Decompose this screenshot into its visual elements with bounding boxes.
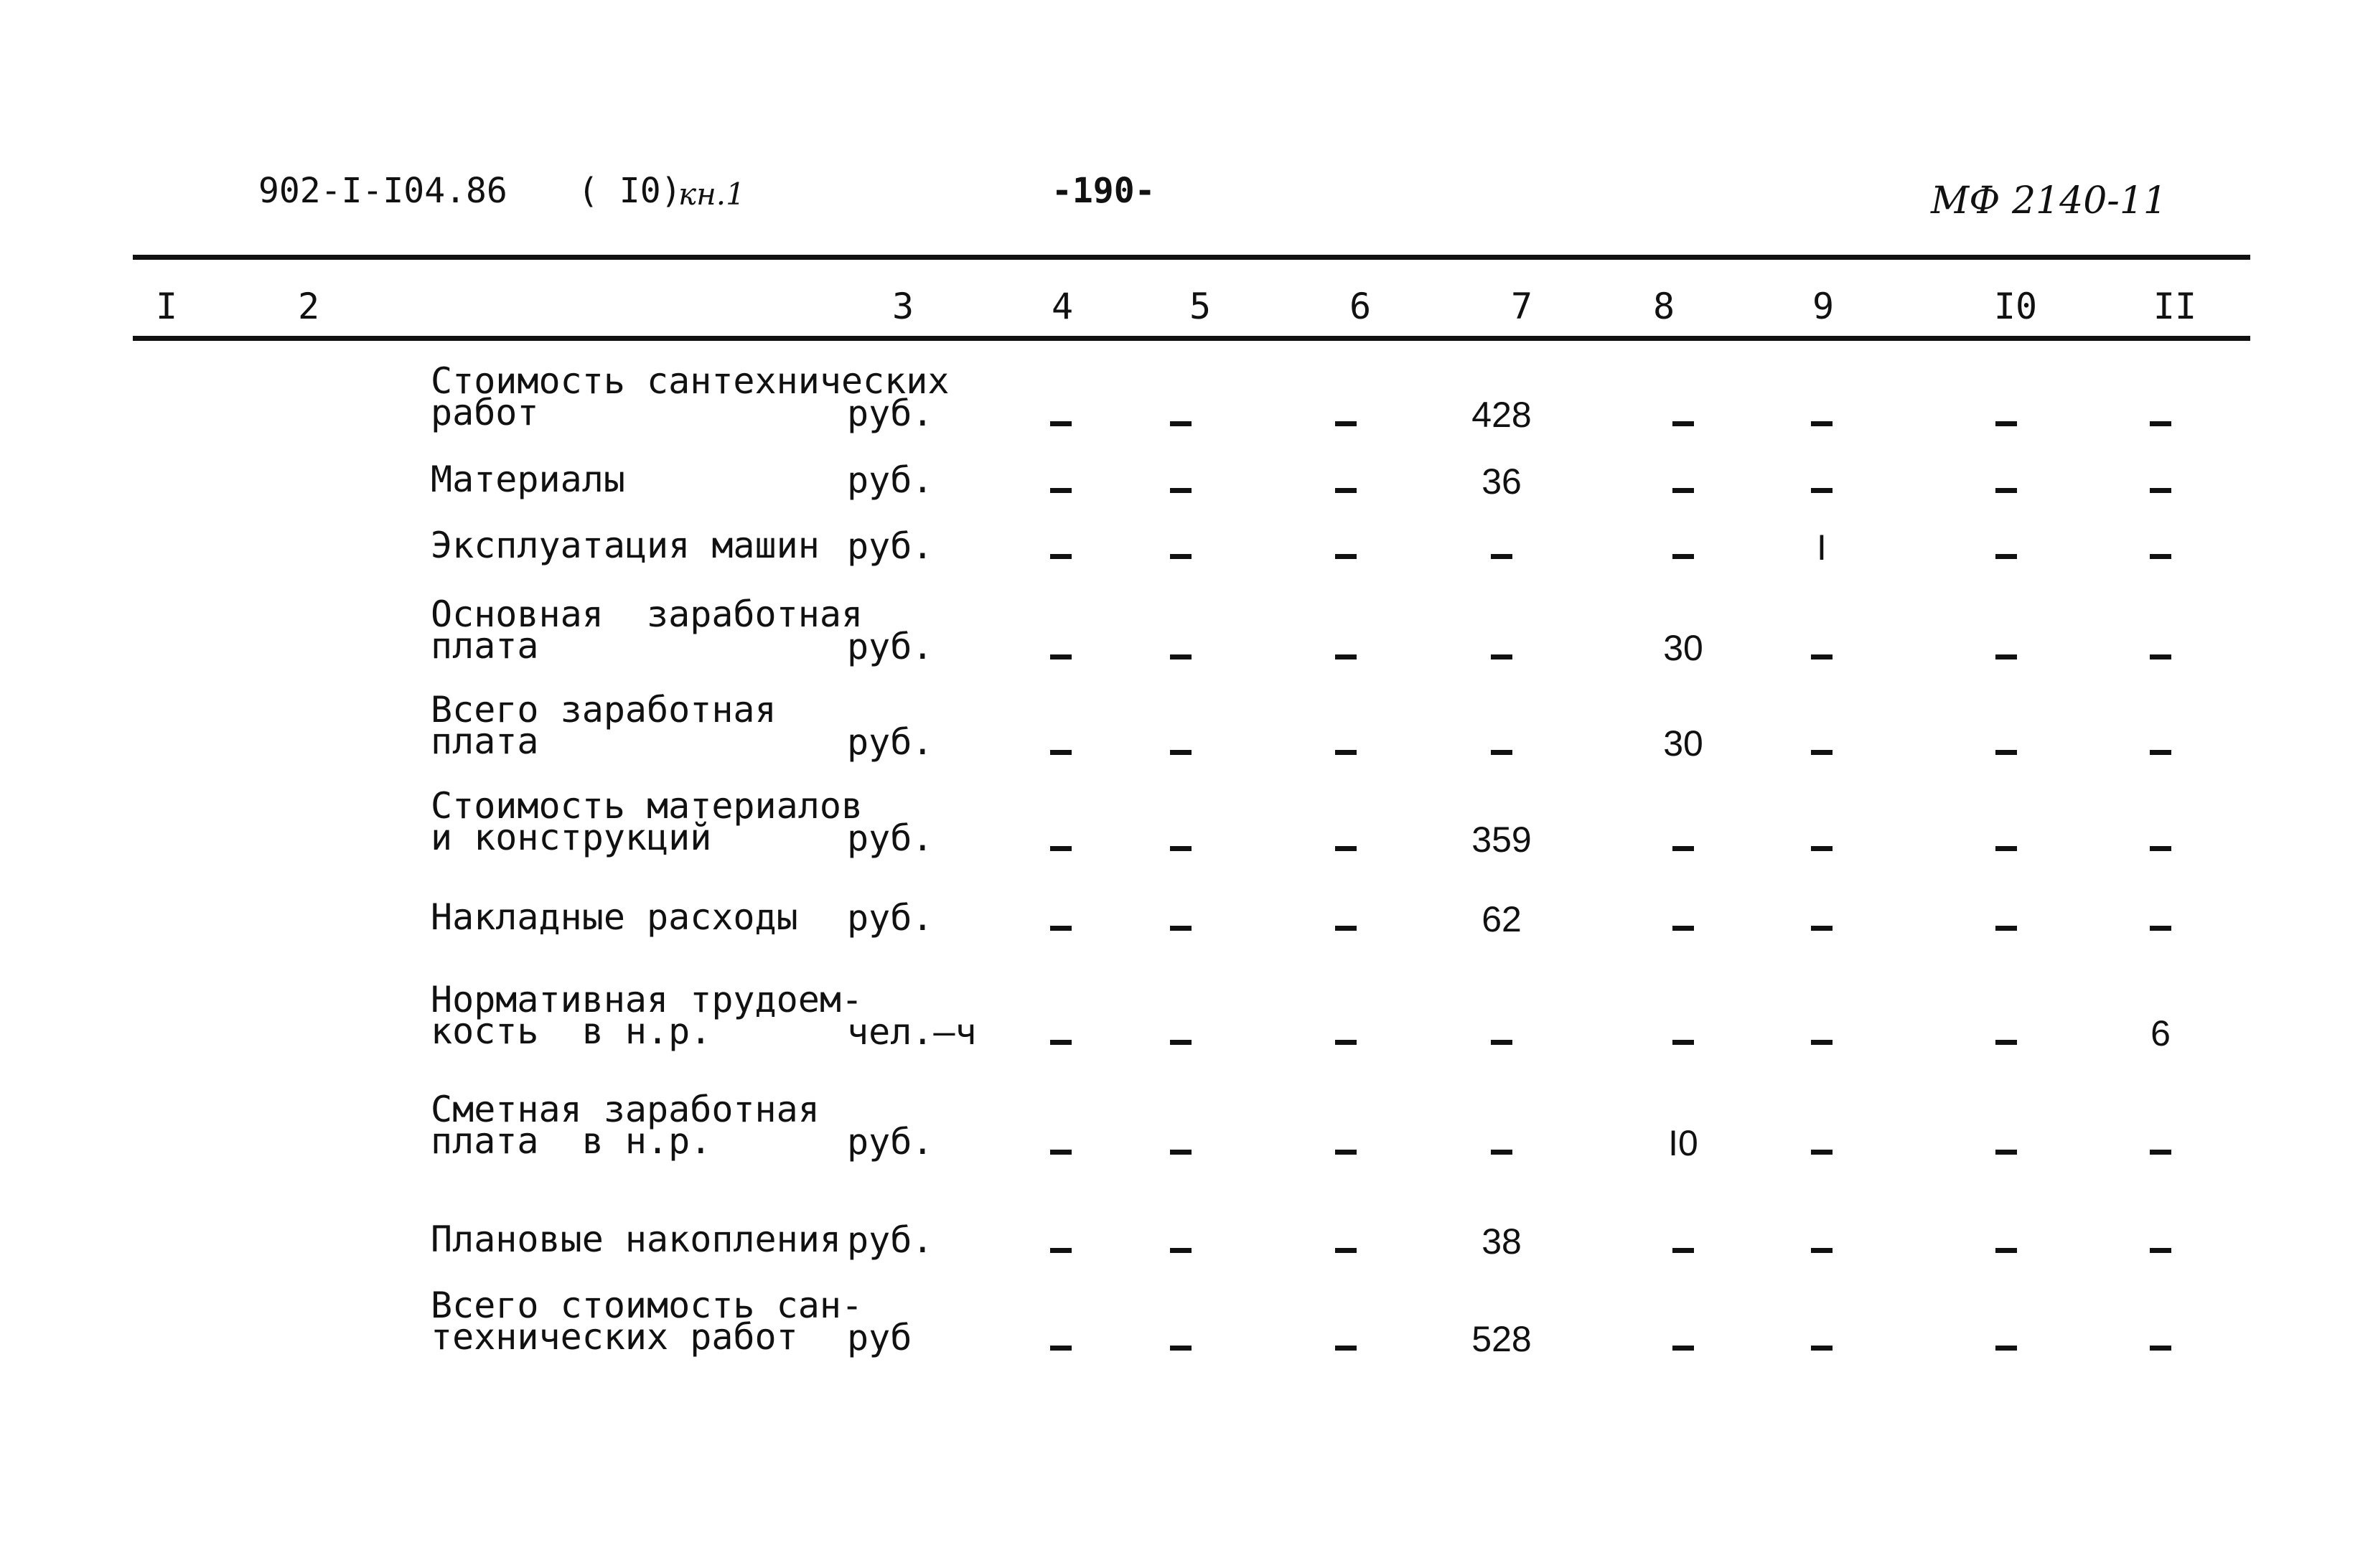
empty-value-dash — [1050, 1150, 1072, 1155]
empty-value-dash — [1170, 488, 1192, 493]
row-label: Основная заработная плата — [431, 593, 863, 667]
empty-value-dash — [1170, 750, 1192, 755]
column-number: II — [2153, 286, 2197, 327]
unit-of-measure: руб — [847, 1317, 912, 1358]
empty-value-dash — [1050, 926, 1072, 931]
empty-value-dash — [1170, 1248, 1192, 1253]
empty-value-dash — [2150, 654, 2171, 659]
empty-value-dash — [2150, 846, 2171, 851]
volume-number: ( I0) — [578, 171, 682, 211]
row-label: Сметная заработная плата в н.р. — [431, 1089, 820, 1162]
empty-value-dash — [1050, 654, 1072, 659]
empty-value-dash — [1491, 554, 1512, 559]
empty-value-dash — [1050, 750, 1072, 755]
empty-value-dash — [1335, 554, 1357, 559]
cell-value: 30 — [1663, 628, 1703, 668]
empty-value-dash — [1491, 1150, 1512, 1155]
unit-of-measure: чел.–ч — [847, 1011, 977, 1053]
empty-value-dash — [1811, 1248, 1833, 1253]
empty-value-dash — [1335, 926, 1357, 931]
cell-value: 30 — [1663, 723, 1703, 764]
cell-value: I — [1817, 527, 1827, 568]
empty-value-dash — [1335, 421, 1357, 426]
empty-value-dash — [1811, 1040, 1833, 1045]
empty-value-dash — [1995, 654, 2017, 659]
empty-value-dash — [1170, 1150, 1192, 1155]
empty-value-dash — [1050, 488, 1072, 493]
empty-value-dash — [2150, 1346, 2171, 1351]
empty-value-dash — [1335, 488, 1357, 493]
cell-value: 6 — [2150, 1013, 2171, 1053]
empty-value-dash — [1811, 488, 1833, 493]
empty-value-dash — [1170, 421, 1192, 426]
empty-value-dash — [2150, 554, 2171, 559]
row-label: Плановые накопления — [431, 1219, 841, 1260]
row-label: Стоимость сантехнических работ — [431, 360, 950, 433]
empty-value-dash — [1995, 1040, 2017, 1045]
empty-value-dash — [1995, 1248, 2017, 1253]
column-number: 5 — [1189, 286, 1212, 327]
empty-value-dash — [1811, 750, 1833, 755]
row-label: Накладные расходы — [431, 896, 798, 938]
empty-value-dash — [1811, 1150, 1833, 1155]
empty-value-dash — [1491, 654, 1512, 659]
empty-value-dash — [1811, 1346, 1833, 1351]
cell-value: I0 — [1668, 1123, 1698, 1163]
empty-value-dash — [1050, 1248, 1072, 1253]
row-label: Эксплуатация машин — [431, 525, 820, 566]
empty-value-dash — [1050, 1040, 1072, 1045]
cell-value: 36 — [1482, 461, 1522, 502]
empty-value-dash — [1170, 1346, 1192, 1351]
empty-value-dash — [1672, 421, 1694, 426]
empty-value-dash — [1995, 488, 2017, 493]
empty-value-dash — [1672, 1346, 1694, 1351]
empty-value-dash — [1170, 926, 1192, 931]
empty-value-dash — [1811, 846, 1833, 851]
unit-of-measure: руб. — [847, 459, 934, 501]
empty-value-dash — [1672, 488, 1694, 493]
empty-value-dash — [1335, 750, 1357, 755]
row-label: Нормативная трудоем- кость в н.р. — [431, 979, 863, 1052]
cell-value: 359 — [1471, 820, 1532, 860]
unit-of-measure: руб. — [847, 897, 934, 939]
column-number: 4 — [1051, 286, 1074, 327]
empty-value-dash — [1170, 554, 1192, 559]
table-top-rule — [133, 255, 2250, 260]
empty-value-dash — [1050, 1346, 1072, 1351]
empty-value-dash — [1811, 421, 1833, 426]
page-number: -190- — [1052, 171, 1156, 211]
empty-value-dash — [1170, 1040, 1192, 1045]
empty-value-dash — [1811, 654, 1833, 659]
table-header-rule — [133, 336, 2250, 341]
empty-value-dash — [1672, 554, 1694, 559]
row-label: Стоимость материалов и конструкций — [431, 785, 863, 858]
empty-value-dash — [1491, 750, 1512, 755]
column-number: 9 — [1812, 286, 1835, 327]
empty-value-dash — [1811, 926, 1833, 931]
row-label: Всего заработная плата — [431, 689, 777, 762]
unit-of-measure: руб. — [847, 393, 934, 434]
empty-value-dash — [1995, 1150, 2017, 1155]
empty-value-dash — [1995, 750, 2017, 755]
empty-value-dash — [1335, 846, 1357, 851]
empty-value-dash — [1995, 554, 2017, 559]
column-number: 3 — [891, 286, 914, 327]
unit-of-measure: руб. — [847, 817, 934, 859]
column-number: I — [155, 286, 178, 327]
cell-value: 528 — [1471, 1319, 1532, 1359]
empty-value-dash — [1170, 846, 1192, 851]
column-number: I0 — [1993, 286, 2038, 327]
empty-value-dash — [2150, 1150, 2171, 1155]
unit-of-measure: руб. — [847, 525, 934, 567]
empty-value-dash — [1672, 846, 1694, 851]
empty-value-dash — [1335, 1150, 1357, 1155]
empty-value-dash — [2150, 750, 2171, 755]
unit-of-measure: руб. — [847, 721, 934, 763]
empty-value-dash — [1995, 926, 2017, 931]
empty-value-dash — [1491, 1040, 1512, 1045]
empty-value-dash — [1672, 1040, 1694, 1045]
empty-value-dash — [2150, 1248, 2171, 1253]
empty-value-dash — [1995, 1346, 2017, 1351]
cell-value: 428 — [1471, 395, 1532, 435]
column-number: 8 — [1652, 286, 1675, 327]
empty-value-dash — [2150, 488, 2171, 493]
column-number: 2 — [297, 286, 320, 327]
column-number: 7 — [1510, 286, 1533, 327]
unit-of-measure: руб. — [847, 1219, 934, 1261]
cell-value: 38 — [1482, 1221, 1522, 1262]
cell-value: 62 — [1482, 899, 1522, 939]
row-label: Материалы — [431, 459, 625, 500]
archive-stamp-handwritten: МФ 2140-11 — [1931, 179, 2168, 222]
column-number: 6 — [1349, 286, 1372, 327]
book-number-handwritten: кн.1 — [678, 177, 745, 212]
empty-value-dash — [1050, 421, 1072, 426]
empty-value-dash — [1995, 846, 2017, 851]
row-label: Всего стоимость сан- технических работ — [431, 1285, 863, 1358]
document-code: 902-I-I04.86 — [258, 171, 507, 211]
empty-value-dash — [1335, 654, 1357, 659]
empty-value-dash — [1335, 1248, 1357, 1253]
empty-value-dash — [2150, 421, 2171, 426]
empty-value-dash — [1170, 654, 1192, 659]
unit-of-measure: руб. — [847, 626, 934, 667]
empty-value-dash — [1050, 554, 1072, 559]
empty-value-dash — [2150, 926, 2171, 931]
empty-value-dash — [1672, 1248, 1694, 1253]
empty-value-dash — [1335, 1040, 1357, 1045]
empty-value-dash — [1672, 926, 1694, 931]
unit-of-measure: руб. — [847, 1121, 934, 1163]
empty-value-dash — [1995, 421, 2017, 426]
empty-value-dash — [1050, 846, 1072, 851]
empty-value-dash — [1335, 1346, 1357, 1351]
